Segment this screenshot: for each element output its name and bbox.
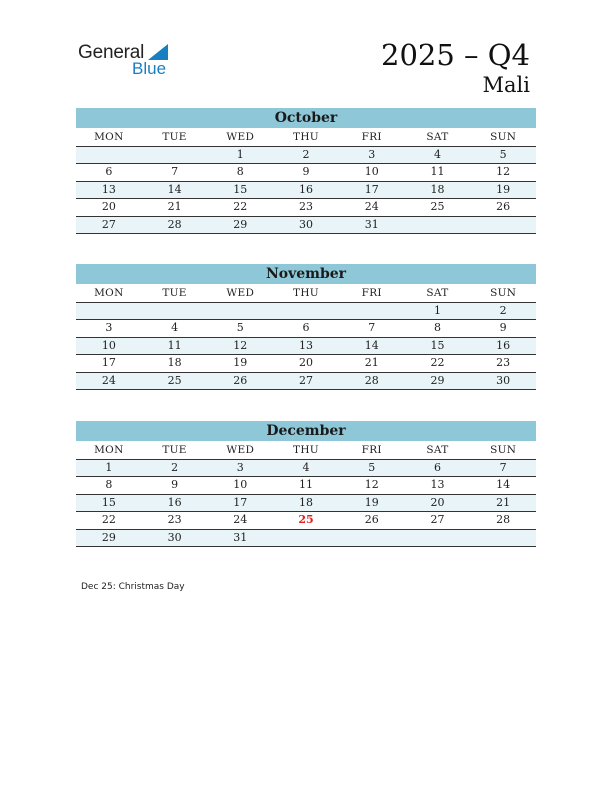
day-cell: 10 xyxy=(364,165,379,179)
day-cell: 21 xyxy=(167,200,182,214)
day-cell: 21 xyxy=(364,356,379,370)
day-cell: 17 xyxy=(233,495,248,509)
weekday-label: SUN xyxy=(490,444,517,456)
empty-day-cell xyxy=(405,217,471,233)
week-row xyxy=(76,355,536,372)
day-cell: 24 xyxy=(364,200,379,214)
empty-day-cell xyxy=(405,530,471,546)
week-row xyxy=(76,512,536,529)
weekday-label: TUE xyxy=(162,131,187,143)
day-cell: 15 xyxy=(233,182,248,196)
day-cell: 29 xyxy=(233,217,248,231)
day-cell: 23 xyxy=(496,356,511,370)
week-row xyxy=(76,182,536,199)
week-row xyxy=(76,199,536,216)
weekday-label: SUN xyxy=(490,131,517,143)
day-cell: 4 xyxy=(302,461,310,474)
day-cell: 4 xyxy=(171,321,179,335)
day-cell: 9 xyxy=(499,321,507,335)
weekday-label: SAT xyxy=(426,444,449,456)
day-cell: 24 xyxy=(233,513,248,527)
weekday-label: MON xyxy=(94,444,124,456)
day-cell: 18 xyxy=(299,495,314,509)
day-cell: 19 xyxy=(364,495,379,509)
logo-text-general: General xyxy=(78,42,145,63)
day-cell: 15 xyxy=(430,338,445,352)
day-cell: 2 xyxy=(499,304,507,317)
month-december xyxy=(76,421,536,547)
day-cell: 12 xyxy=(233,338,248,352)
empty-day-cell xyxy=(207,303,273,319)
day-cell: 2 xyxy=(171,461,179,474)
week-row xyxy=(76,147,536,164)
empty-day-cell xyxy=(142,147,208,163)
day-cell: 8 xyxy=(433,321,441,335)
weekday-label: MON xyxy=(94,287,124,299)
day-cell: 10 xyxy=(233,478,248,492)
empty-day-cell xyxy=(76,303,142,319)
country-name: Mali xyxy=(482,73,530,97)
day-cell: 29 xyxy=(430,373,445,387)
empty-day-cell xyxy=(470,530,536,546)
day-cell: 31 xyxy=(233,530,248,544)
day-cell: 15 xyxy=(101,495,116,509)
day-cell: 14 xyxy=(364,338,379,352)
day-cell: 12 xyxy=(364,478,379,492)
day-cell: 2 xyxy=(302,148,310,161)
day-cell: 9 xyxy=(302,165,310,179)
weekday-label: FRI xyxy=(361,131,382,143)
day-cell: 26 xyxy=(364,513,379,527)
day-cell: 27 xyxy=(101,217,116,231)
month-november xyxy=(76,264,536,390)
day-cell: 18 xyxy=(167,356,182,370)
holiday-note: Dec 25: Christmas Day xyxy=(81,582,185,592)
day-cell: 25 xyxy=(298,513,314,527)
weekday-label: MON xyxy=(94,131,124,143)
day-cell: 3 xyxy=(105,321,113,335)
day-cell: 30 xyxy=(299,217,314,231)
day-cell: 28 xyxy=(167,217,182,231)
day-cell: 22 xyxy=(430,356,445,370)
day-cell: 1 xyxy=(433,304,441,317)
month-october xyxy=(76,108,536,234)
empty-day-cell xyxy=(76,147,142,163)
day-cell: 26 xyxy=(496,200,511,214)
day-cell: 28 xyxy=(496,513,511,527)
day-cell: 19 xyxy=(233,356,248,370)
weekday-label: TUE xyxy=(162,287,187,299)
day-cell: 6 xyxy=(302,321,310,335)
weekday-label: SUN xyxy=(490,287,517,299)
page-title: 2025 – Q4 xyxy=(381,38,530,72)
month-title: October xyxy=(76,108,536,128)
day-cell: 13 xyxy=(430,478,445,492)
day-cell: 1 xyxy=(105,461,113,474)
day-cell: 19 xyxy=(496,182,511,196)
empty-day-cell xyxy=(470,217,536,233)
weekday-label: THU xyxy=(293,444,319,456)
week-row xyxy=(76,477,536,494)
day-cell: 31 xyxy=(364,217,379,231)
day-cell: 25 xyxy=(430,200,445,214)
day-cell: 29 xyxy=(101,530,116,544)
day-cell: 22 xyxy=(101,513,116,527)
day-cell: 3 xyxy=(236,461,244,474)
day-cell: 28 xyxy=(364,373,379,387)
empty-day-cell xyxy=(273,530,339,546)
day-cell: 12 xyxy=(496,165,511,179)
day-cell: 21 xyxy=(496,495,511,509)
week-row xyxy=(76,460,536,477)
day-cell: 5 xyxy=(236,321,244,335)
weekday-label: WED xyxy=(226,287,255,299)
day-cell: 5 xyxy=(368,461,376,474)
holiday-notes xyxy=(81,582,185,592)
day-cell: 11 xyxy=(299,478,314,492)
empty-day-cell xyxy=(273,303,339,319)
day-cell: 11 xyxy=(430,165,445,179)
weekday-label: SAT xyxy=(426,131,449,143)
day-cell: 1 xyxy=(236,148,244,161)
month-title: November xyxy=(76,264,536,284)
day-cell: 27 xyxy=(430,513,445,527)
day-cell: 20 xyxy=(101,200,116,214)
week-row xyxy=(76,338,536,355)
day-cell: 30 xyxy=(167,530,182,544)
day-cell: 9 xyxy=(171,478,179,492)
weekday-label: FRI xyxy=(361,287,382,299)
month-title: December xyxy=(76,421,536,441)
day-cell: 26 xyxy=(233,373,248,387)
day-cell: 13 xyxy=(299,338,314,352)
weekday-label: THU xyxy=(293,131,319,143)
weekday-label: WED xyxy=(226,131,255,143)
day-cell: 14 xyxy=(496,478,511,492)
day-cell: 7 xyxy=(499,461,507,474)
day-cell: 5 xyxy=(499,148,507,161)
week-row xyxy=(76,495,536,512)
day-cell: 20 xyxy=(430,495,445,509)
day-cell: 30 xyxy=(496,373,511,387)
day-cell: 27 xyxy=(299,373,314,387)
empty-day-cell xyxy=(339,530,405,546)
weekday-header-row xyxy=(76,441,536,460)
day-cell: 16 xyxy=(299,182,314,196)
week-row xyxy=(76,373,536,390)
day-cell: 17 xyxy=(364,182,379,196)
week-row xyxy=(76,217,536,234)
day-cell: 24 xyxy=(101,373,116,387)
day-cell: 23 xyxy=(167,513,182,527)
day-cell: 10 xyxy=(101,338,116,352)
logo-text-blue: Blue xyxy=(132,59,167,78)
weekday-label: THU xyxy=(293,287,319,299)
week-row xyxy=(76,164,536,181)
day-cell: 8 xyxy=(105,478,113,492)
empty-day-cell xyxy=(339,303,405,319)
day-cell: 7 xyxy=(368,321,376,335)
day-cell: 7 xyxy=(171,165,179,179)
weekday-header-row xyxy=(76,284,536,303)
day-cell: 6 xyxy=(105,165,113,179)
day-cell: 3 xyxy=(368,148,376,161)
weekday-label: FRI xyxy=(361,444,382,456)
empty-day-cell xyxy=(142,303,208,319)
weekday-label: TUE xyxy=(162,444,187,456)
day-cell: 13 xyxy=(101,182,116,196)
week-row xyxy=(76,303,536,320)
logo-triangle-icon xyxy=(148,44,168,60)
day-cell: 16 xyxy=(167,495,182,509)
day-cell: 11 xyxy=(167,338,182,352)
day-cell: 6 xyxy=(433,461,441,474)
generalblue-logo xyxy=(78,40,178,80)
day-cell: 20 xyxy=(299,356,314,370)
day-cell: 25 xyxy=(167,373,182,387)
day-cell: 22 xyxy=(233,200,248,214)
day-cell: 23 xyxy=(299,200,314,214)
weekday-label: WED xyxy=(226,444,255,456)
day-cell: 8 xyxy=(236,165,244,179)
day-cell: 18 xyxy=(430,182,445,196)
day-cell: 14 xyxy=(167,182,182,196)
day-cell: 17 xyxy=(101,356,116,370)
weekday-label: SAT xyxy=(426,287,449,299)
day-cell: 4 xyxy=(433,148,441,161)
week-row xyxy=(76,530,536,547)
day-cell: 16 xyxy=(496,338,511,352)
week-row xyxy=(76,320,536,337)
weekday-header-row xyxy=(76,128,536,147)
